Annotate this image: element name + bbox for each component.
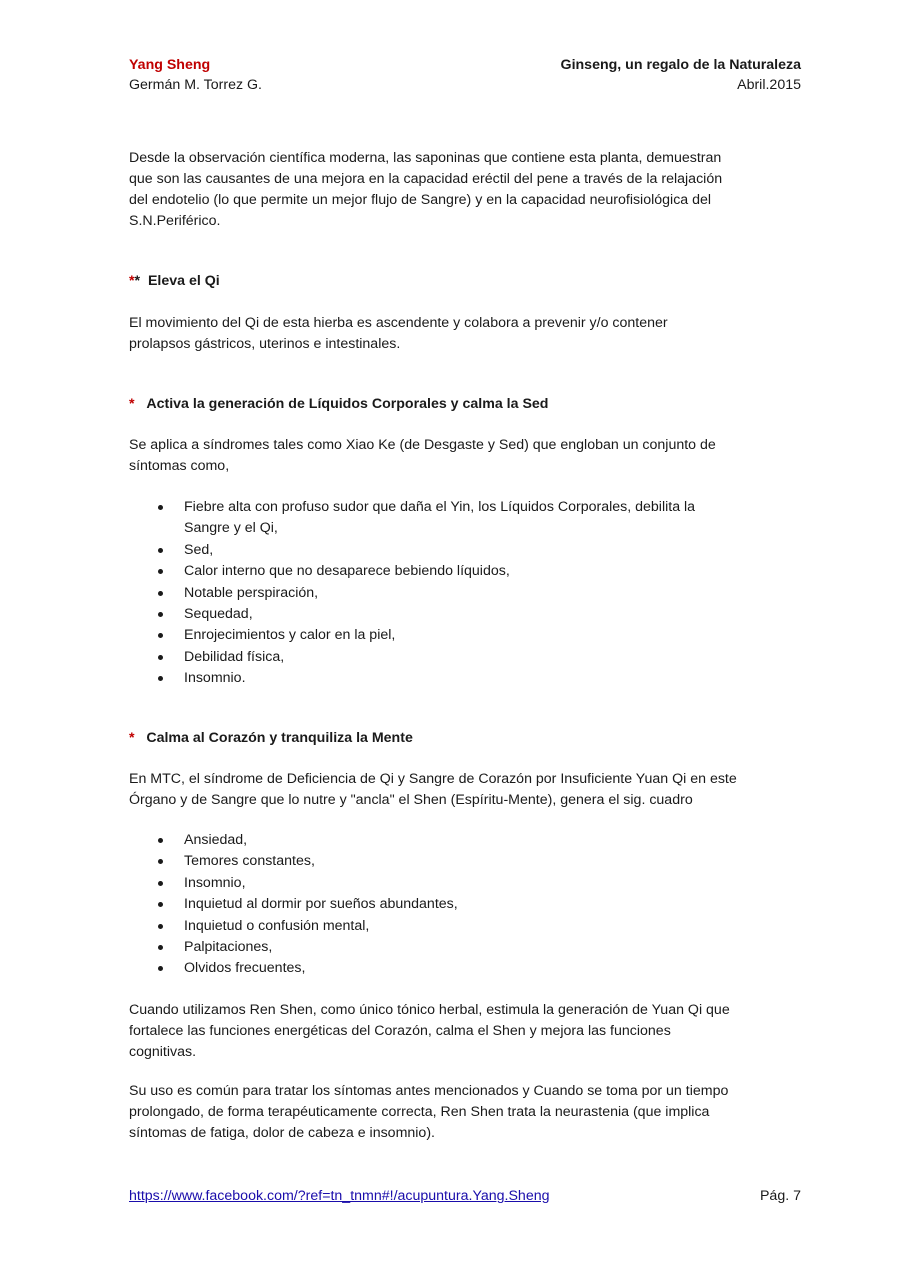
list-item [155,894,458,915]
text-line: El movimiento del Qi de esta hierba es ascendente y colabora a prevenir y/o contener [129,315,668,331]
heading-text: Activa la generación de Líquidos Corporales y calma la Sed [146,396,549,412]
text-line: del endotelio (lo que permite un mejor flujo de Sangre) y en la capacidad neurofisiológica del [129,192,712,208]
list-item [155,937,458,958]
section1-paragraph [129,313,668,355]
list-item-text: Sequedad, [184,606,253,623]
section3-paragraph [129,769,737,811]
bullet-icon [158,838,163,843]
text-line: En MTC, el síndrome de Deficiencia de Qi y Sangre de Corazón por Insuficiente Yuan Qi en este [129,771,737,787]
text-line: Cuando utilizamos Ren Shen, como único tónico herbal, estimula la generación de Yuan Qi que [129,1002,730,1018]
bullet-icon [158,859,163,864]
list-item-text: Ansiedad, [184,832,248,848]
author: Germán M. Torrez G. [129,77,262,93]
list-item [155,958,458,979]
text-line: Órgano y de Sangre que lo nutre y "ancla" el Shen (Espíritu-Mente), genera el sig. cuadro [129,792,693,808]
list-item-text: Insomnio, [184,874,246,891]
bullet-icon [158,655,163,660]
text-line: fortalece las funciones energéticas del Corazón, calma el Shen y mejora las funciones [129,1023,671,1039]
text-line: síntomas como, [129,458,230,474]
list-item-text: Enrojecimientos y calor en la piel, [184,627,396,644]
list-item-text: Inquietud o confusión mental, [184,917,370,934]
list-item [155,668,695,689]
list-item [155,497,695,540]
list-item [155,583,695,604]
list-item [155,873,458,894]
text-line: Su uso es común para tratar los síntomas antes mencionados y Cuando se toma por un tiempo [129,1083,729,1099]
bullet-icon [158,505,163,510]
header-left [129,55,262,95]
list-item-text: Olvidos frecuentes, [184,960,306,977]
list-item-text: Temores constantes, [184,853,315,870]
text-line: Desde la observación científica moderna, las saponinas que contiene esta planta, demuestran [129,150,722,166]
list-item [155,540,695,561]
list-item-text: Calor interno que no desaparece bebiendo líquidos, [184,563,510,580]
bullet-icon [158,924,163,929]
list-item-text: Insomnio. [184,670,246,687]
section2-paragraph [129,435,716,477]
intro-paragraph [129,148,722,232]
bullet-icon [158,633,163,638]
bullet-icon [158,881,163,886]
list-item [155,561,695,582]
text-line: síntomas de fatiga, dolor de cabeza e insomnio). [129,1125,435,1141]
symptom-list [155,830,458,980]
text-line: prolongado, de forma terapéuticamente correcta, Ren Shen trata la neurastenia (que implica [129,1104,710,1120]
list-item-text: Palpitaciones, [184,939,273,956]
heading-text: Eleva el Qi [147,273,220,289]
bullet-icon [158,966,163,971]
text-line: prolapsos gástricos, uterinos e intestinales. [129,336,401,352]
section3-paragraph-3 [129,1081,728,1144]
symptom-list [155,497,695,690]
list-item-text: Sangre y el Qi, [184,520,278,537]
asterisk-marker: * [129,396,135,412]
bullet-icon [158,548,163,553]
list-item [155,830,458,851]
text-line: cognitivas. [129,1044,197,1060]
list-item [155,604,695,625]
bullet-icon [158,591,163,596]
site-title: Yang Sheng [129,57,211,73]
list-item-text: Debilidad física, [184,648,285,665]
document-title: Ginseng, un regalo de la Naturaleza [560,57,801,73]
list-item-text: Sed, [184,541,214,558]
footer-link-wrap [129,1186,550,1207]
list-item [155,625,695,646]
document-date: Abril.2015 [737,77,801,93]
list-item-text: Fiebre alta con profuso sudor que daña el Yin, los Líquidos Corporales, debilita la [184,499,696,515]
list-item [155,647,695,668]
text-line: Se aplica a síndromes tales como Xiao Ke (de Desgaste y Sed) que engloban un conjunto de [129,437,716,453]
section-heading-corazon [129,728,413,749]
list-item-text: Inquietud al dormir por sueños abundantes, [184,896,458,913]
bullet-icon [158,569,163,574]
heading-text: Calma al Corazón y tranquiliza la Mente [146,730,413,746]
asterisk-marker: * [129,273,135,289]
text-line: S.N.Periférico. [129,213,221,229]
bullet-icon [158,902,163,907]
list-item-text: Notable perspiración, [184,584,319,601]
asterisk-marker: * [134,273,141,289]
bullet-icon [158,612,163,617]
facebook-link[interactable]: https://www.facebook.com/?ref=tn_tnmn#!/acupuntura.Yang.Sheng [129,1188,550,1204]
bullet-icon [158,945,163,950]
asterisk-marker: * [129,730,135,746]
text-line: que son las causantes de una mejora en la capacidad eréctil del pene a través de la relajación [129,171,723,187]
bullet-icon [158,676,163,681]
list-item [155,851,458,872]
section-heading-liquidos [129,394,548,415]
list-item [155,916,458,937]
page-number: Pág. 7 [759,1188,801,1204]
section-heading-eleva-qi [129,271,220,292]
section3-paragraph-2 [129,1000,730,1063]
